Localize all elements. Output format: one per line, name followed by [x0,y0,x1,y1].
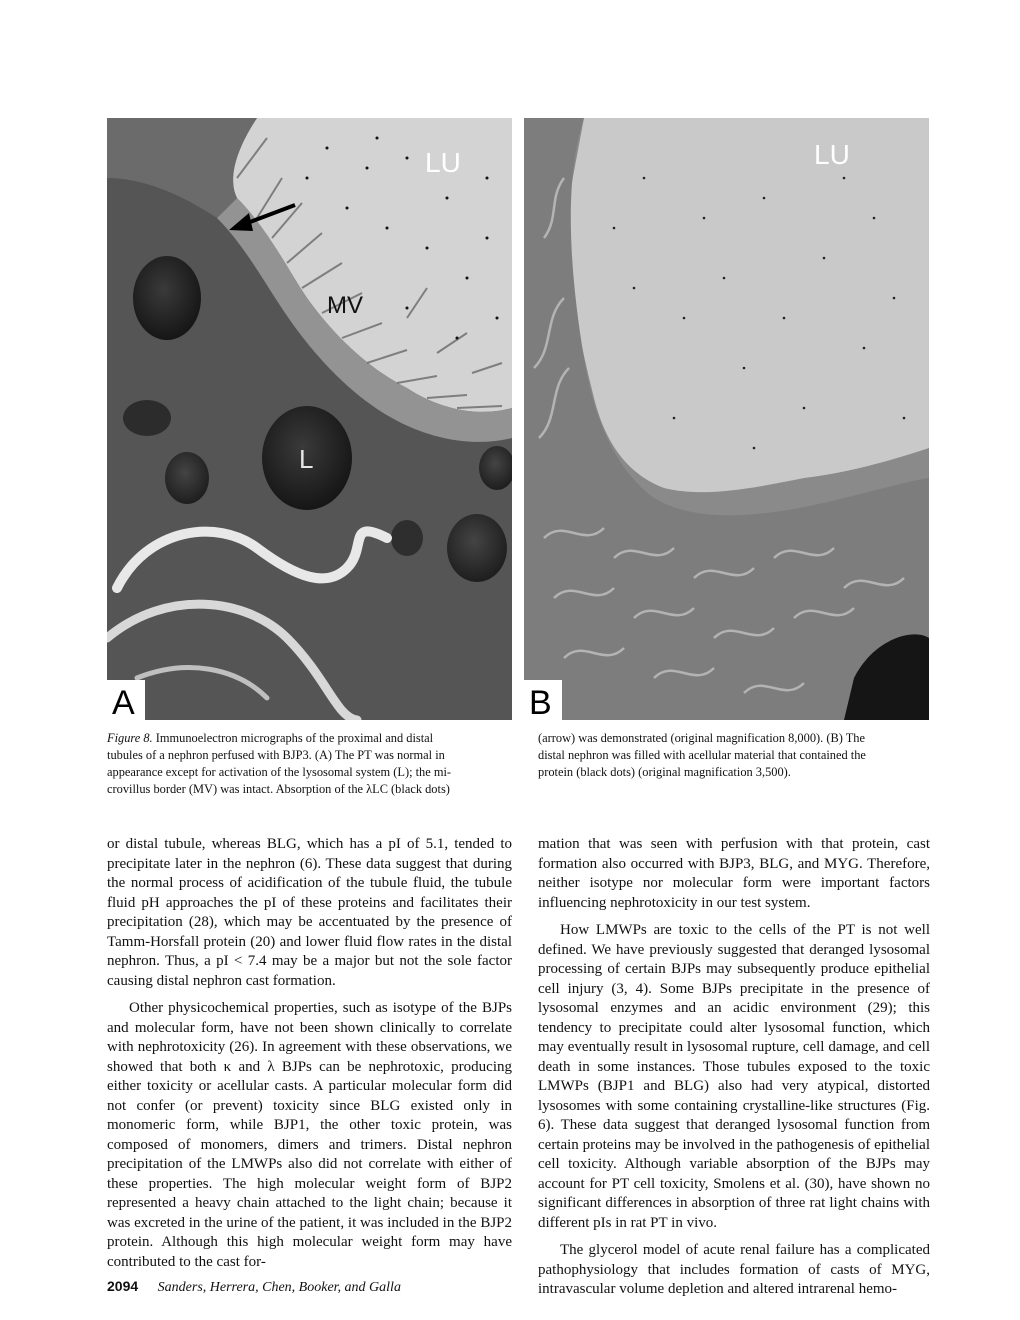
caption-line: tubules of a nephron perfused with BJP3. (A) The PT was normal in [107,748,445,762]
figure-label: Figure 8. [107,731,153,745]
caption-line: distal nephron was filled with acellular material that contained the [538,748,866,762]
label-lumen-b: LU [814,139,850,170]
panel-letter-a: A [112,684,135,720]
body-column-right [538,835,930,1300]
figure-caption-left [107,730,512,798]
caption-line: Immunoelectron micrographs of the proximal and distal [155,731,434,745]
caption-line: crovillus border (MV) was intact. Absorption of the λLC (black dots) [107,782,450,796]
caption-line: appearance except for activation of the lysosomal system (L); the mi- [107,765,452,779]
label-lumen-a: LU [425,147,461,178]
caption-line: (arrow) was demonstrated (original magnification 8,000). (B) The [538,731,865,745]
paragraph: or distal tubule, whereas BLG, which has a pI of 5.1, tended to precipitate later in the nephron (6). These data suggest that during the normal process of acidification of the tubule fluid, the tubule fluid pH approaches the pI of these proteins and facilitates their precipitation (28), which may be accentuated by the presence of Tamm-Horsfall protein (20) and lower fluid flow rates in the distal nephron. Thus, a pI < 7.4 may be a major but not the sole factor causing distal nephron cast formation. [107,836,512,989]
label-microvilli: MV [327,292,363,319]
caption-line: protein (black dots) (original magnification 3,500). [538,765,791,779]
micrograph-panel-b [524,118,929,720]
paragraph: The glycerol model of acute renal failure has a complicated pathophysiology that includes formation of casts of MYG, intravascular volume depletion and altered intrarenal hemo- [538,1242,930,1297]
paragraph: How LMWPs are toxic to the cells of the PT is not well defined. We have previously suggested that deranged lysosomal processing of certain BJPs may subsequently produce epithelial cell injury (3, 4). Some BJPs precipitate in the presence of lysosomal enzymes and an acidic environment (29); this tendency to precipitate could alter lysosomal function, which may eventually result in lysosomal rupture, cell damage, and cell death in some instances. Those tubules exposed to the toxic LMWPs (BJP1 and BLG) also had very atypical, distorted lysosomes with some containing crystalline-like structures (Fig. 6). These data suggest that deranged lysosomal function from certain proteins may be involved in the pathogenesis of epithelial cell toxicity. Although variable absorption of the BJPs may account for PT cell toxicity, Smolens et al. (30), have shown no significant differences in absorption of three rat light chains with different pIs in rat PT in vivo. [538,922,930,1231]
label-lysosome: L [299,444,314,474]
page-footer [107,1278,401,1296]
figure-caption-right [538,730,930,781]
page-number: 2094 [107,1278,139,1294]
paragraph: mation that was seen with perfusion with that protein, cast formation also occurred with BJP3, BLG, and MYG. Therefore, neither isotype nor molecular form were important factors influencing nephrotoxicity in our test system. [538,836,930,911]
body-column-left [107,835,512,1272]
panel-letter-b: B [529,684,552,720]
micrograph-panel-a [107,118,512,720]
running-authors: Sanders, Herrera, Chen, Booker, and Galla [157,1280,401,1295]
paragraph: Other physicochemical properties, such as isotype of the BJPs and molecular form, have not been shown clinically to correlate with nephrotoxicity (26). In agreement with these observations, we showed that both κ and λ BJPs can be nephrotoxic, producing either toxicity or acellular casts. A particular molecular form did not confer (or prevent) toxicity since BLG existed only in monomeric form, while BJP1, the other toxic protein, was composed of monomers, dimers and trimers. Distal nephron precipitation of the LMWPs also did not correlate with either of these properties. The high molecular weight form of BJP2 represented a heavy chain attached to the light chain; because it was excreted in the urine of the patient, it was included in the BJP2 protein. Although this high molecular weight form may have contributed to the cast for- [107,1000,512,1270]
